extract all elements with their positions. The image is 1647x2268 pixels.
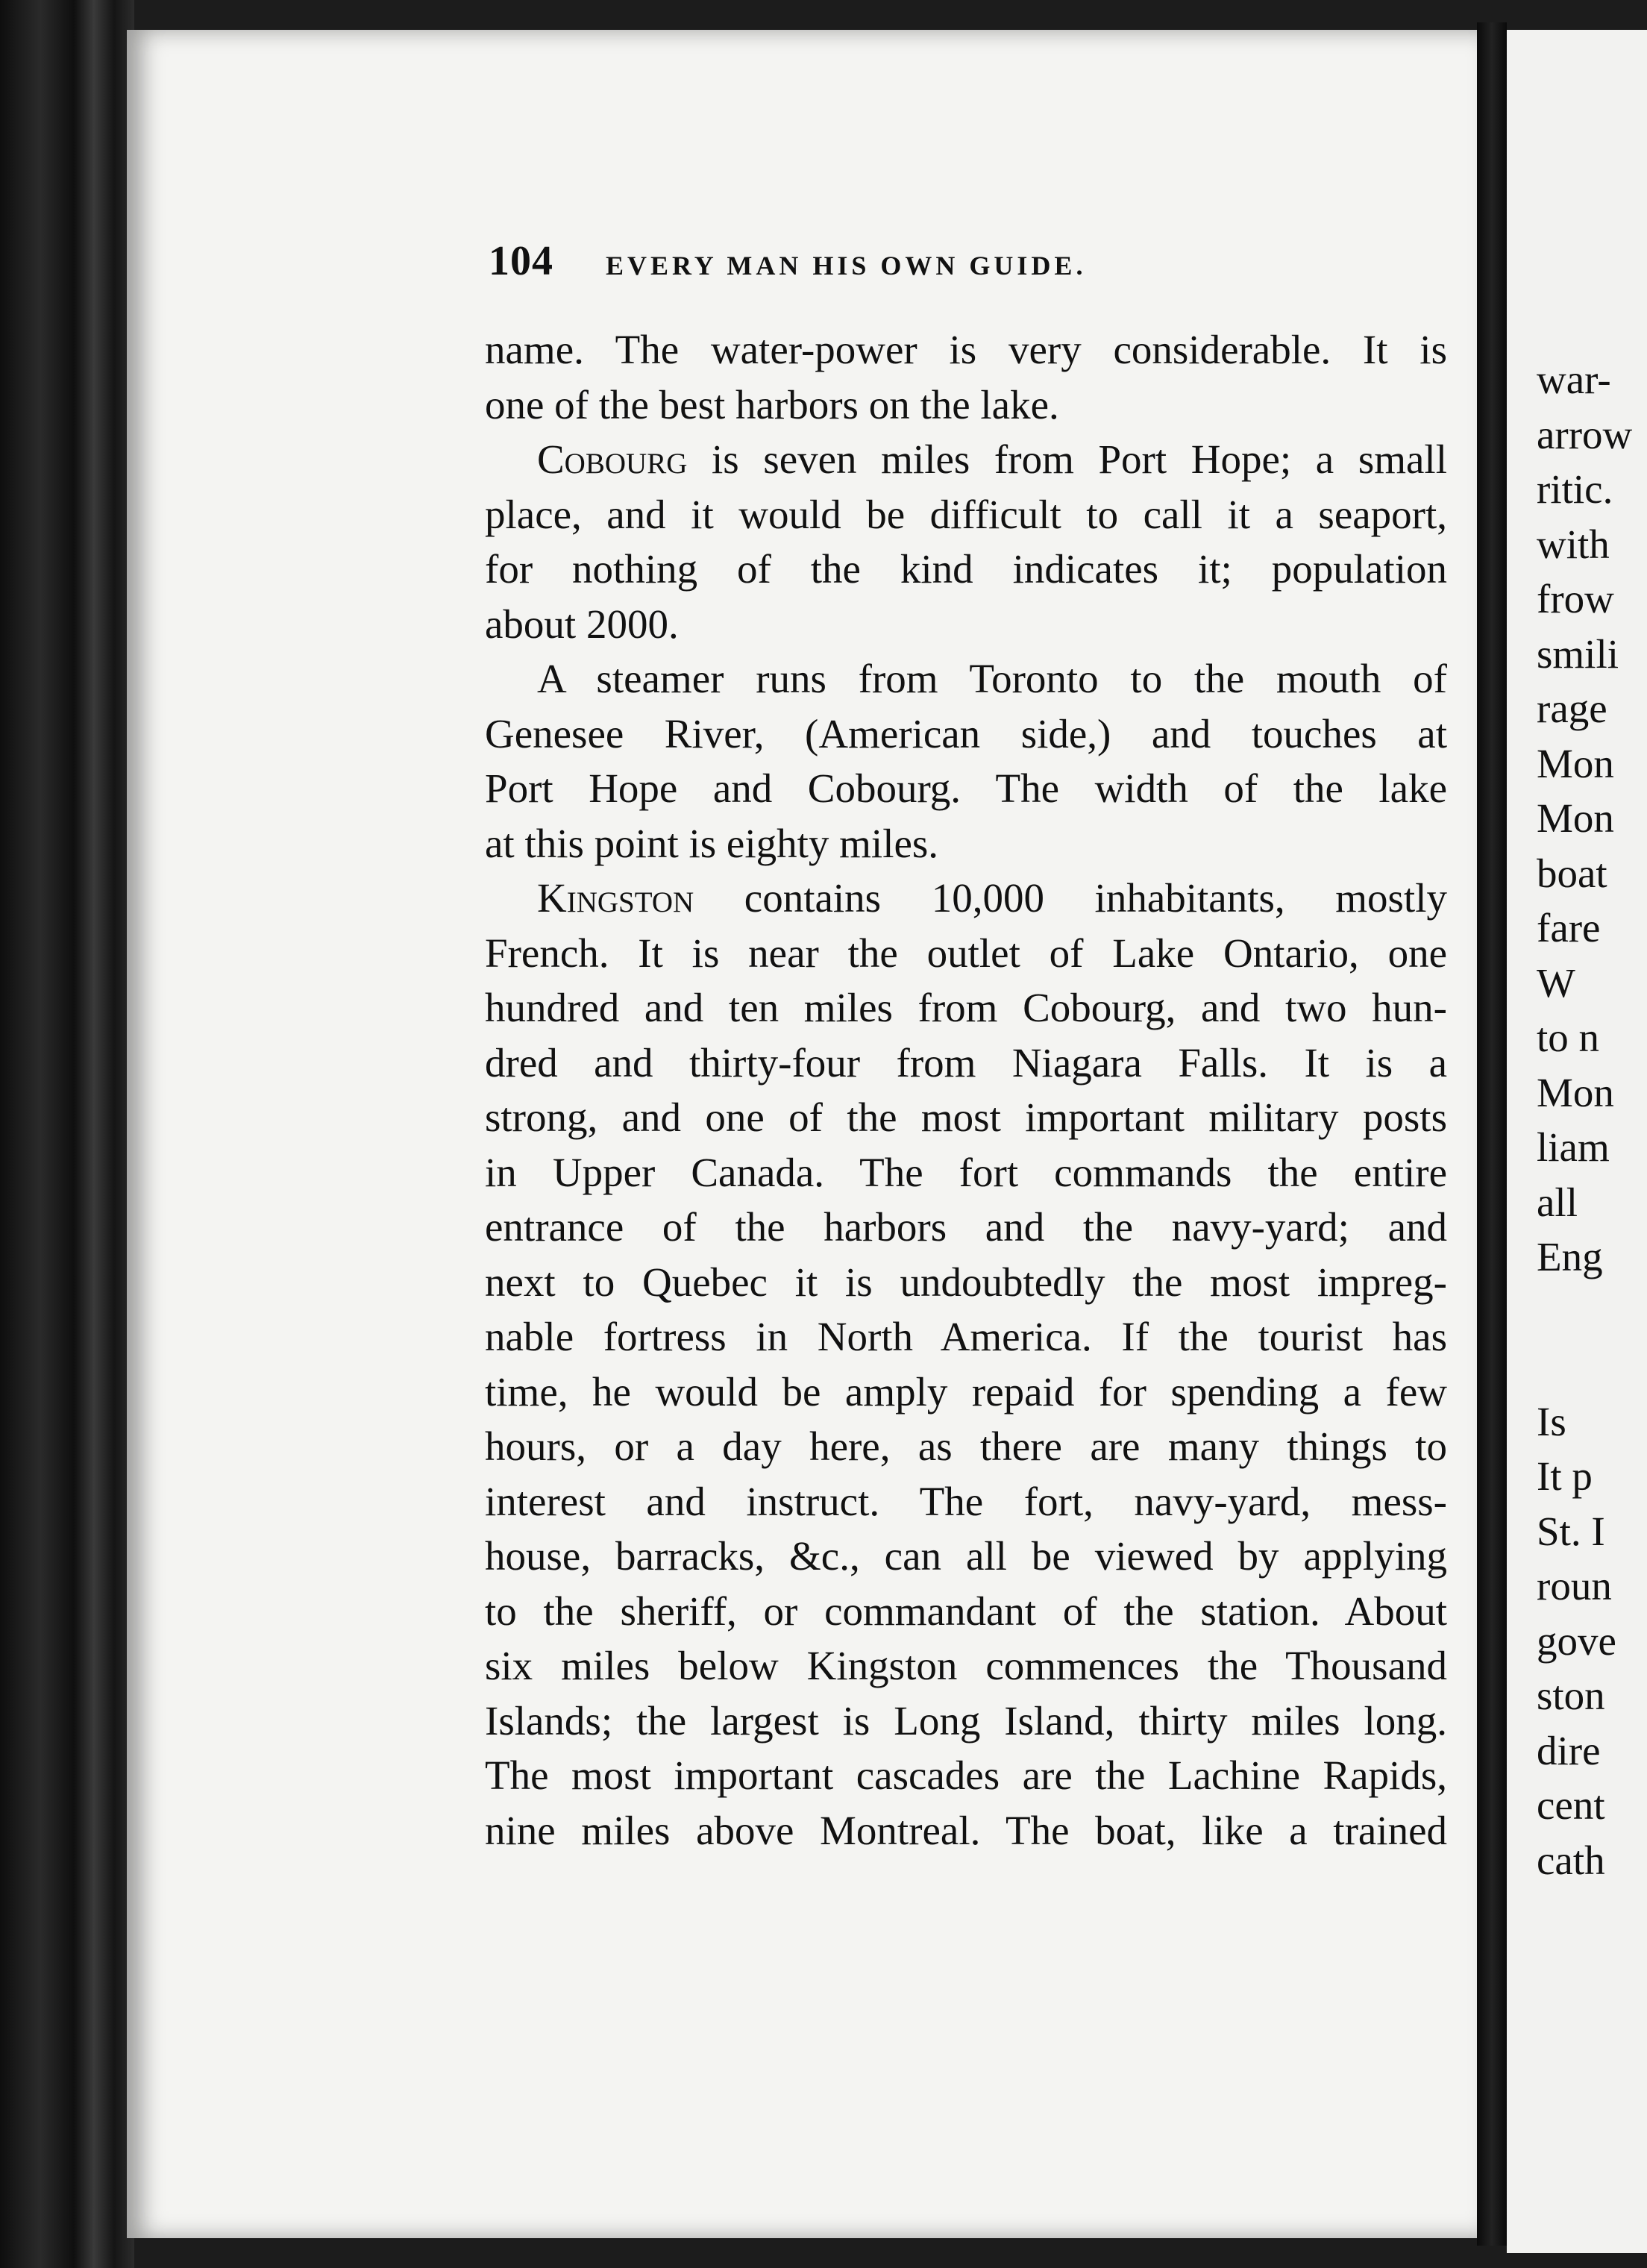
text-line: hours, or a day here, as there are many things to (485, 1423, 1447, 1469)
facing-page-line: ston (1537, 1673, 1605, 1718)
text-line: Islands; the largest is Long Island, thirty miles long. (485, 1697, 1447, 1744)
text-line: A steamer runs from Toronto to the mouth of (537, 656, 1447, 701)
text-line: house, barracks, &c., can all be viewed by applying (485, 1533, 1447, 1579)
text-line: in Upper Canada. The fort commands the entire (485, 1149, 1447, 1195)
facing-page-line: cath (1537, 1837, 1605, 1883)
text-line: strong, and one of the most important military posts (485, 1094, 1447, 1140)
text-line: six miles below Kingston commences the Thousand (485, 1643, 1447, 1688)
page-number: 104 (489, 238, 553, 284)
text-line: about 2000. (485, 601, 679, 647)
text-line: one of the best harbors on the lake. (485, 381, 1059, 427)
facing-page-line: Mon (1537, 740, 1614, 786)
facing-page-line: frow (1537, 576, 1614, 621)
text-line: The most important cascades are the Lachine Rapids, (485, 1752, 1447, 1798)
text-line: entrance of the harbors and the navy-yard; and (485, 1204, 1447, 1250)
facing-page-line: Mon (1537, 795, 1614, 841)
facing-page-line: to n (1537, 1015, 1600, 1060)
book-binding-edge (0, 0, 134, 2268)
body-text (485, 322, 1447, 1858)
text-line: place, and it would be difficult to call it a seaport, (485, 491, 1447, 537)
facing-page-line: smili (1537, 630, 1619, 677)
facing-page-line: rage (1537, 686, 1607, 731)
text-line: Cobourg is seven miles from Port Hope; a small (537, 436, 1447, 482)
running-title: EVERY MAN HIS OWN GUIDE. (606, 251, 1087, 281)
facing-page-line (1537, 1339, 1641, 1394)
facing-page-line: Mon (1537, 1069, 1614, 1115)
text-line: next to Quebec it is undoubtedly the most impreg- (485, 1259, 1447, 1305)
text-line: nable fortress in North America. If the tourist has (485, 1314, 1447, 1359)
text-line: to the sheriff, or commandant of the station. About (485, 1588, 1447, 1634)
text-line: at this point is eighty miles. (485, 820, 939, 866)
facing-page-line: ritic. (1537, 466, 1613, 512)
facing-page-line: fare (1537, 905, 1601, 950)
facing-page (1507, 30, 1647, 2253)
text-line: time, he would be amply repaid for spending a few (485, 1368, 1447, 1415)
text-line: French. It is near the outlet of Lake Ontario, one (485, 930, 1447, 976)
facing-page-line: Eng (1537, 1234, 1603, 1279)
text-line: Kingston contains 10,000 inhabitants, mostly (537, 875, 1447, 921)
facing-page-line: W (1537, 959, 1575, 1006)
text-line: nine miles above Montreal. The boat, like a trained (485, 1807, 1447, 1853)
text-line: name. The water-power is very considerable. It is (485, 327, 1447, 372)
facing-page-line: St. I (1537, 1508, 1605, 1554)
page-gutter (1477, 22, 1507, 2246)
text-line: hundred and ten miles from Cobourg, and two hun- (485, 985, 1447, 1030)
facing-page-line: Is (1537, 1398, 1566, 1444)
facing-page-line: It p (1537, 1453, 1593, 1499)
place-name-cobourg: Cobourg (537, 436, 688, 482)
text-line: for nothing of the kind indicates it; population (485, 546, 1447, 592)
facing-page-line (1537, 1285, 1641, 1340)
facing-page-text (1537, 352, 1641, 1888)
text-line: dred and thirty-four from Niagara Falls. It is a (485, 1039, 1447, 1086)
facing-page-line: dire (1537, 1727, 1601, 1773)
facing-page-line: cent (1537, 1782, 1605, 1828)
facing-page-line: war- (1537, 357, 1611, 402)
text-line: interest and instruct. The fort, navy-yard, mess- (485, 1478, 1447, 1524)
facing-page-line: all (1537, 1179, 1578, 1225)
facing-page-line: liam (1537, 1124, 1610, 1170)
text-line: Port Hope and Cobourg. The width of the lake (485, 765, 1447, 811)
facing-page-line: arrow (1537, 411, 1633, 457)
text-line: Genesee River, (American side,) and touches at (485, 710, 1447, 756)
facing-page-line: gove (1537, 1617, 1616, 1664)
facing-page-line: roun (1537, 1563, 1612, 1608)
place-name-kingston: Kingston (537, 875, 694, 921)
facing-page-line: boat (1537, 850, 1607, 896)
facing-page-line: with (1537, 521, 1610, 567)
running-head (489, 237, 1235, 282)
